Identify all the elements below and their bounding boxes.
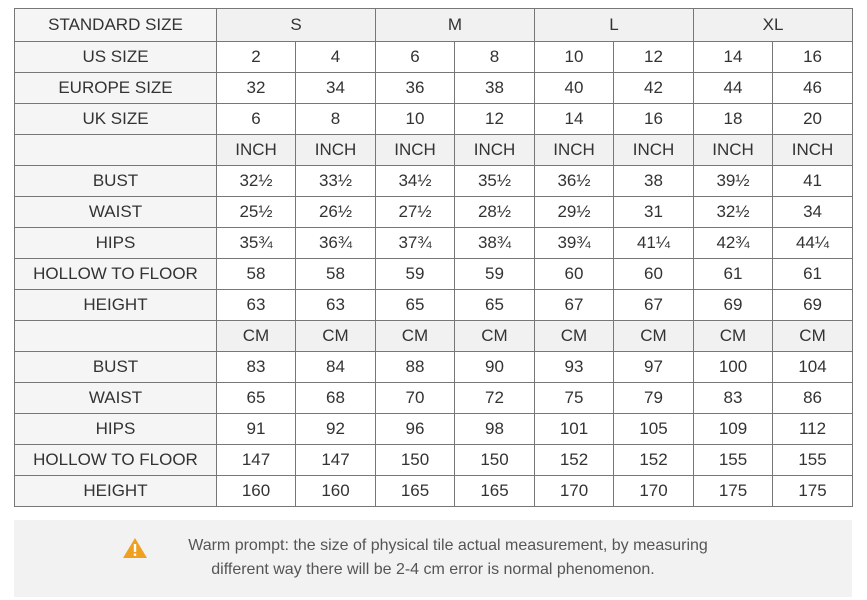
table-cell: 63 [217, 290, 296, 321]
row-label: WAIST [15, 197, 217, 228]
table-cell: 38 [455, 73, 535, 104]
unit-cell: CM [773, 321, 853, 352]
unit-cell: CM [535, 321, 614, 352]
table-cell: 70 [376, 383, 455, 414]
table-cell: 18 [694, 104, 773, 135]
table-cell: 170 [614, 476, 694, 507]
table-cell: 12 [455, 104, 535, 135]
table-cell: 83 [694, 383, 773, 414]
table-row [15, 383, 853, 414]
table-cell: 60 [535, 259, 614, 290]
unit-cell: CM [296, 321, 376, 352]
table-cell: 41 [773, 166, 853, 197]
table-cell: 112 [773, 414, 853, 445]
table-cell: 12 [614, 42, 694, 73]
table-cell: 84 [296, 352, 376, 383]
table-cell: 61 [773, 259, 853, 290]
table-cell: 68 [296, 383, 376, 414]
table-cell: 91 [217, 414, 296, 445]
table-cell: 4 [296, 42, 376, 73]
unit-cell: INCH [296, 135, 376, 166]
size-header-xl: XL [694, 9, 853, 42]
table-cell: 65 [455, 290, 535, 321]
table-cell: 6 [376, 42, 455, 73]
unit-cell: INCH [376, 135, 455, 166]
table-cell: 34 [773, 197, 853, 228]
table-cell: 96 [376, 414, 455, 445]
table-cell: 170 [535, 476, 614, 507]
table-row [15, 42, 853, 73]
row-label: UK SIZE [15, 104, 217, 135]
table-cell: 44 [694, 73, 773, 104]
table-cell: 25½ [217, 197, 296, 228]
table-cell: 72 [455, 383, 535, 414]
unit-cell: INCH [694, 135, 773, 166]
table-cell: 92 [296, 414, 376, 445]
row-label: BUST [15, 166, 217, 197]
table-cell: 97 [614, 352, 694, 383]
table-cell: 58 [217, 259, 296, 290]
table-cell: 32½ [217, 166, 296, 197]
table-row [15, 476, 853, 507]
table-cell: 165 [455, 476, 535, 507]
table-cell: 160 [217, 476, 296, 507]
table-cell: 36½ [535, 166, 614, 197]
table-row [15, 414, 853, 445]
table-cell: 67 [614, 290, 694, 321]
table-cell: 175 [694, 476, 773, 507]
table-cell: 152 [614, 445, 694, 476]
table-cell: 155 [694, 445, 773, 476]
table-cell: 105 [614, 414, 694, 445]
table-row [15, 290, 853, 321]
table-cell: 28½ [455, 197, 535, 228]
row-label: HOLLOW TO FLOOR [15, 445, 217, 476]
row-label [15, 135, 217, 166]
table-cell: 155 [773, 445, 853, 476]
table-cell: 67 [535, 290, 614, 321]
table-cell: 33½ [296, 166, 376, 197]
table-cell: 41¼ [614, 228, 694, 259]
table-cell: 175 [773, 476, 853, 507]
unit-cell: CM [376, 321, 455, 352]
table-cell: 165 [376, 476, 455, 507]
table-cell: 32½ [694, 197, 773, 228]
table-row [15, 259, 853, 290]
table-cell: 79 [614, 383, 694, 414]
table-cell: 40 [535, 73, 614, 104]
row-label: HIPS [15, 228, 217, 259]
table-cell: 27½ [376, 197, 455, 228]
unit-cell: INCH [217, 135, 296, 166]
table-cell: 39½ [694, 166, 773, 197]
row-label: US SIZE [15, 42, 217, 73]
table-cell: 147 [296, 445, 376, 476]
table-cell: 60 [614, 259, 694, 290]
table-cell: 59 [376, 259, 455, 290]
row-label: HEIGHT [15, 476, 217, 507]
size-table [14, 8, 853, 507]
row-label [15, 321, 217, 352]
table-cell: 20 [773, 104, 853, 135]
table-cell: 152 [535, 445, 614, 476]
table-cell: 42¾ [694, 228, 773, 259]
table-cell: 14 [535, 104, 614, 135]
table-cell: 98 [455, 414, 535, 445]
size-header-m: M [376, 9, 535, 42]
table-row [15, 228, 853, 259]
table-cell: 16 [773, 42, 853, 73]
table-row [15, 166, 853, 197]
table-cell: 150 [376, 445, 455, 476]
table-cell: 10 [535, 42, 614, 73]
table-cell: 42 [614, 73, 694, 104]
unit-cell: CM [694, 321, 773, 352]
row-label: BUST [15, 352, 217, 383]
table-row [15, 445, 853, 476]
unit-cell: INCH [455, 135, 535, 166]
table-cell: 44¼ [773, 228, 853, 259]
table-cell: 65 [376, 290, 455, 321]
table-cell: 29½ [535, 197, 614, 228]
row-label: HOLLOW TO FLOOR [15, 259, 217, 290]
table-cell: 100 [694, 352, 773, 383]
table-cell: 69 [694, 290, 773, 321]
table-cell: 88 [376, 352, 455, 383]
row-label: WAIST [15, 383, 217, 414]
table-cell: 93 [535, 352, 614, 383]
table-cell: 65 [217, 383, 296, 414]
table-cell: 38¾ [455, 228, 535, 259]
table-cell: 101 [535, 414, 614, 445]
unit-cell: INCH [773, 135, 853, 166]
table-cell: 10 [376, 104, 455, 135]
table-cell: 39¾ [535, 228, 614, 259]
row-label: EUROPE SIZE [15, 73, 217, 104]
table-cell: 26½ [296, 197, 376, 228]
table-cell: 14 [694, 42, 773, 73]
unit-row [15, 135, 853, 166]
table-cell: 59 [455, 259, 535, 290]
table-row [15, 104, 853, 135]
table-cell: 147 [217, 445, 296, 476]
table-cell: 16 [614, 104, 694, 135]
table-cell: 36 [376, 73, 455, 104]
table-cell: 63 [296, 290, 376, 321]
table-cell: 31 [614, 197, 694, 228]
table-cell: 109 [694, 414, 773, 445]
unit-cell: INCH [535, 135, 614, 166]
unit-row [15, 321, 853, 352]
table-cell: 8 [296, 104, 376, 135]
table-cell: 86 [773, 383, 853, 414]
warm-prompt-notice [14, 520, 852, 597]
table-cell: 35¾ [217, 228, 296, 259]
table-cell: 32 [217, 73, 296, 104]
table-cell: 38 [614, 166, 694, 197]
unit-cell: INCH [614, 135, 694, 166]
unit-cell: CM [614, 321, 694, 352]
notice-line-2: different way there will be 2-4 cm error is normal phenomenon. [211, 561, 655, 578]
unit-cell: CM [455, 321, 535, 352]
table-cell: 150 [455, 445, 535, 476]
notice-line-1: Warm prompt: the size of physical tile actual measurement, by measuring [188, 537, 708, 554]
table-cell: 83 [217, 352, 296, 383]
table-cell: 69 [773, 290, 853, 321]
size-header-l: L [535, 9, 694, 42]
size-header-row [15, 9, 853, 42]
row-label: HEIGHT [15, 290, 217, 321]
table-cell: 104 [773, 352, 853, 383]
table-cell: 160 [296, 476, 376, 507]
table-cell: 58 [296, 259, 376, 290]
table-cell: 8 [455, 42, 535, 73]
table-cell: 34 [296, 73, 376, 104]
table-cell: 36¾ [296, 228, 376, 259]
unit-cell: CM [217, 321, 296, 352]
warning-icon [122, 537, 148, 559]
table-cell: 75 [535, 383, 614, 414]
table-row [15, 197, 853, 228]
table-cell: 2 [217, 42, 296, 73]
table-cell: 37¾ [376, 228, 455, 259]
table-row [15, 352, 853, 383]
table-cell: 61 [694, 259, 773, 290]
size-chart [14, 8, 852, 513]
corner-label: STANDARD SIZE [15, 9, 217, 42]
table-cell: 46 [773, 73, 853, 104]
table-cell: 6 [217, 104, 296, 135]
table-row [15, 73, 853, 104]
table-cell: 34½ [376, 166, 455, 197]
table-cell: 35½ [455, 166, 535, 197]
table-cell: 90 [455, 352, 535, 383]
row-label: HIPS [15, 414, 217, 445]
size-header-s: S [217, 9, 376, 42]
